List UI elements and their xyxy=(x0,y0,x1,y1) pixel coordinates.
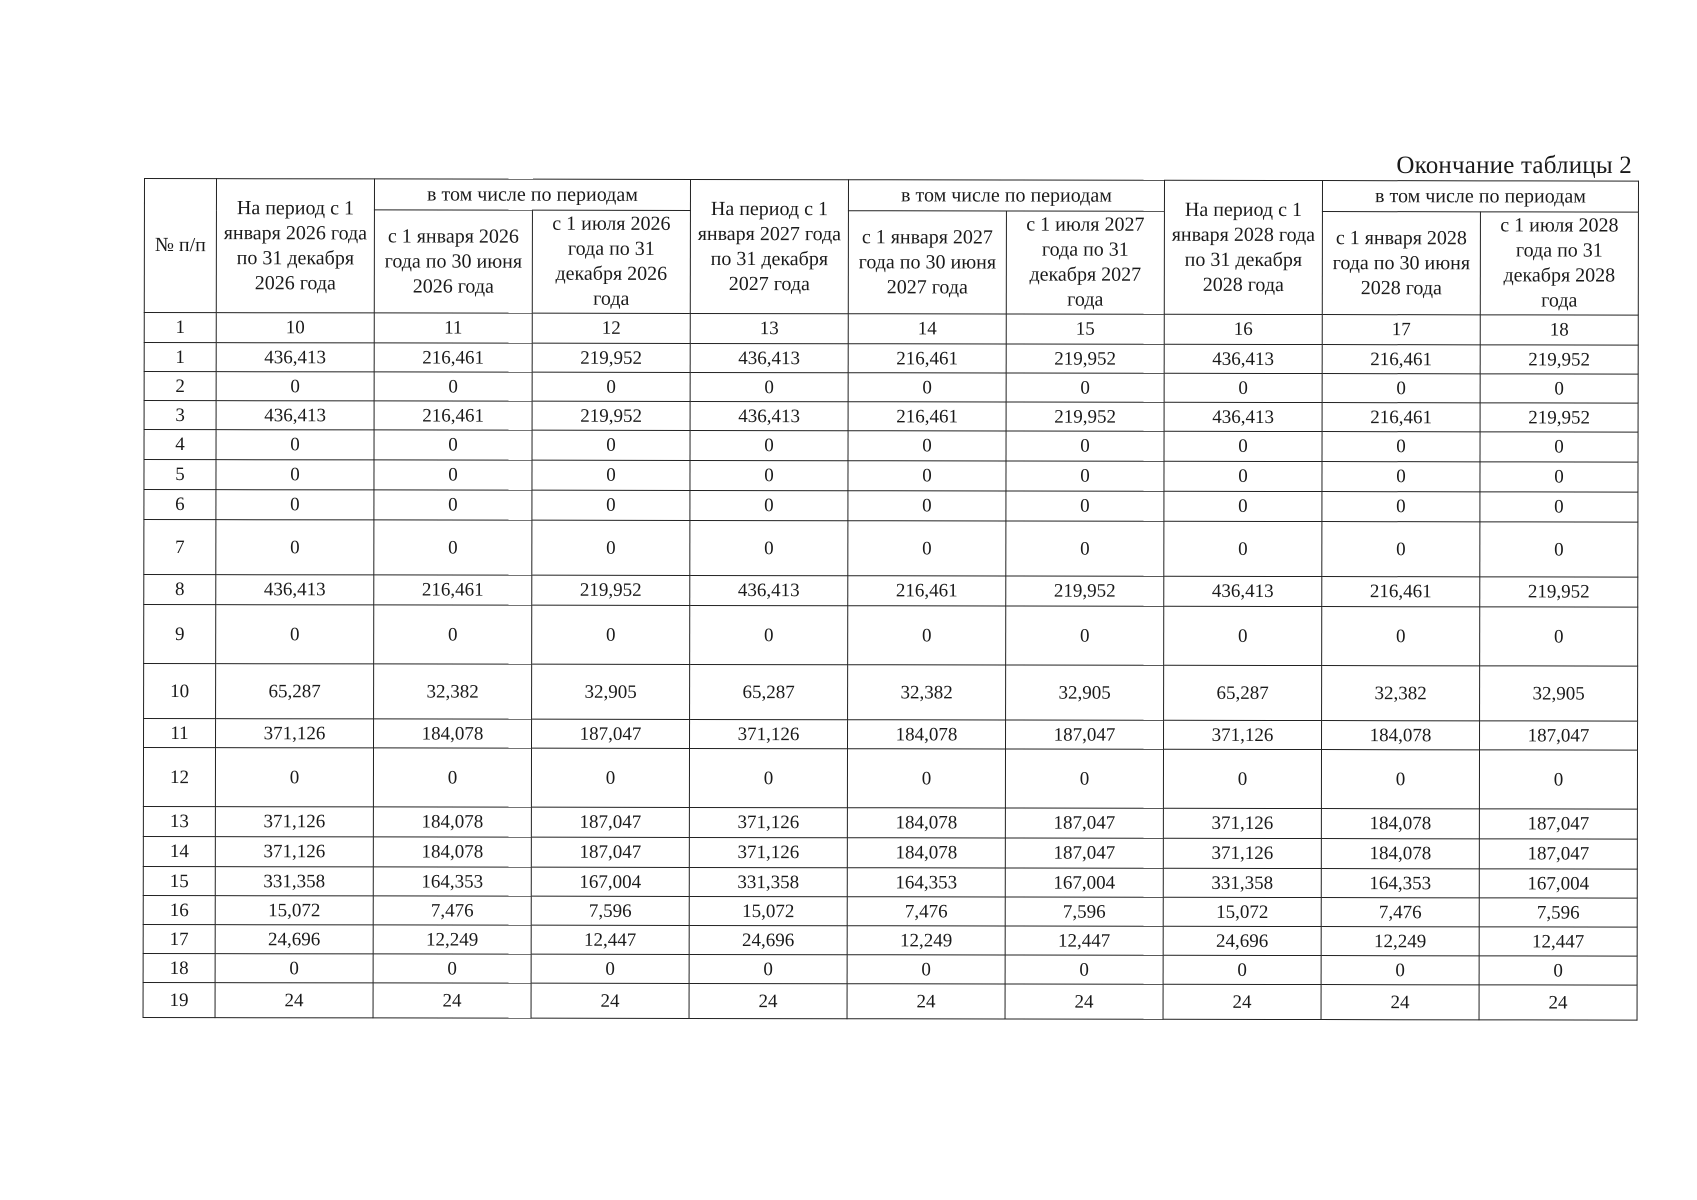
value-cell: 65,287 xyxy=(690,664,848,719)
value-cell: 0 xyxy=(1480,607,1638,666)
column-number: 17 xyxy=(1322,315,1480,345)
value-cell: 371,126 xyxy=(1163,808,1321,838)
value-cell: 0 xyxy=(1321,750,1479,809)
value-cell: 12,447 xyxy=(1005,926,1163,955)
column-number: 11 xyxy=(374,313,532,343)
value-cell: 0 xyxy=(374,605,532,664)
value-cell: 0 xyxy=(689,954,847,983)
first-half-header: с 1 января 2028 года по 30 июня 2028 года xyxy=(1322,212,1480,315)
value-cell: 0 xyxy=(373,748,531,807)
value-cell: 24 xyxy=(531,983,689,1018)
value-cell: 0 xyxy=(216,490,374,520)
period-total-header: На период с 1 января 2026 года по 31 декабря 2026 года xyxy=(216,179,374,313)
value-cell: 0 xyxy=(216,372,374,401)
value-cell: 0 xyxy=(374,460,532,490)
value-cell: 371,126 xyxy=(689,807,847,837)
table-row xyxy=(143,806,1637,839)
value-cell: 15,072 xyxy=(689,896,847,925)
value-cell: 0 xyxy=(532,430,690,460)
value-cell: 164,353 xyxy=(373,867,531,896)
value-cell: 7,476 xyxy=(847,897,1005,926)
value-cell: 0 xyxy=(1006,521,1164,576)
row-number-cell: 9 xyxy=(144,605,216,664)
value-cell: 0 xyxy=(1005,749,1163,808)
value-cell: 0 xyxy=(216,520,374,575)
value-cell: 371,126 xyxy=(689,837,847,867)
row-number-cell: 16 xyxy=(143,895,215,924)
value-cell: 0 xyxy=(847,749,1005,808)
value-cell: 0 xyxy=(1006,461,1164,491)
value-cell: 0 xyxy=(1479,956,1637,985)
value-cell: 371,126 xyxy=(215,807,373,837)
value-cell: 0 xyxy=(848,431,1006,461)
row-number-cell: 6 xyxy=(144,490,216,520)
table-row xyxy=(143,866,1637,898)
value-cell: 0 xyxy=(848,606,1006,665)
value-cell: 0 xyxy=(1005,955,1163,984)
table-row xyxy=(144,372,1638,404)
table-row xyxy=(144,343,1638,375)
column-number-row xyxy=(144,313,1638,346)
value-cell: 184,078 xyxy=(847,808,1005,838)
value-cell: 0 xyxy=(1322,492,1480,522)
value-cell: 164,353 xyxy=(847,868,1005,897)
value-cell: 436,413 xyxy=(1164,344,1322,373)
header-row-top xyxy=(144,179,1638,213)
value-cell: 0 xyxy=(1322,374,1480,403)
value-cell: 436,413 xyxy=(1164,402,1322,431)
value-cell: 12,249 xyxy=(1321,927,1479,956)
row-number-cell: 7 xyxy=(144,520,216,575)
value-cell: 219,952 xyxy=(532,575,690,605)
value-cell: 0 xyxy=(690,605,848,664)
value-cell: 65,287 xyxy=(1164,665,1322,720)
table-row xyxy=(144,719,1638,751)
value-cell: 0 xyxy=(1322,607,1480,666)
table-row xyxy=(143,924,1637,956)
value-cell: 0 xyxy=(1322,522,1480,577)
value-cell: 216,461 xyxy=(848,576,1006,606)
value-cell: 0 xyxy=(848,491,1006,521)
value-cell: 15,072 xyxy=(215,896,373,925)
value-cell: 0 xyxy=(690,490,848,520)
value-cell: 0 xyxy=(532,372,690,401)
value-cell: 15,072 xyxy=(1163,897,1321,926)
row-number-cell: 18 xyxy=(143,953,215,982)
subperiods-header: в том числе по периодам xyxy=(1322,181,1638,213)
table-row xyxy=(143,895,1637,927)
column-number: 16 xyxy=(1164,314,1322,344)
value-cell: 32,382 xyxy=(1322,666,1480,721)
value-cell: 0 xyxy=(532,520,690,575)
value-cell: 0 xyxy=(1480,374,1638,403)
value-cell: 0 xyxy=(848,373,1006,402)
value-cell: 0 xyxy=(1321,956,1479,985)
period-total-header: На период с 1 января 2027 года по 31 декабря 2027 года xyxy=(690,179,848,313)
column-number: 1 xyxy=(144,313,216,343)
value-cell: 331,358 xyxy=(1163,868,1321,897)
value-cell: 164,353 xyxy=(1321,869,1479,898)
value-cell: 436,413 xyxy=(216,401,374,430)
period-total-header: На период с 1 января 2028 года по 31 декабря 2028 года xyxy=(1164,180,1322,314)
value-cell: 0 xyxy=(1006,491,1164,521)
value-cell: 216,461 xyxy=(848,344,1006,373)
row-number-cell: 11 xyxy=(144,719,216,748)
value-cell: 0 xyxy=(689,748,847,807)
value-cell: 0 xyxy=(1479,750,1637,809)
value-cell: 12,447 xyxy=(1479,927,1637,956)
value-cell: 32,905 xyxy=(532,664,690,719)
value-cell: 0 xyxy=(1164,491,1322,521)
value-cell: 24 xyxy=(1005,984,1163,1019)
value-cell: 7,596 xyxy=(531,896,689,925)
second-half-header: с 1 июля 2027 года по 31 декабря 2027 года xyxy=(1006,211,1164,314)
value-cell: 0 xyxy=(848,461,1006,491)
value-cell: 187,047 xyxy=(531,837,689,867)
value-cell: 0 xyxy=(216,460,374,490)
row-number-cell: 8 xyxy=(144,575,216,605)
table-caption: Окончание таблицы 2 xyxy=(1396,152,1632,179)
value-cell: 0 xyxy=(690,460,848,490)
value-cell: 184,078 xyxy=(1322,721,1480,750)
value-cell: 0 xyxy=(1480,492,1638,522)
value-cell: 7,476 xyxy=(1321,898,1479,927)
value-cell: 184,078 xyxy=(373,807,531,837)
table-row xyxy=(144,575,1638,608)
table-row xyxy=(144,460,1638,493)
value-cell: 0 xyxy=(532,605,690,664)
value-cell: 7,596 xyxy=(1005,897,1163,926)
value-cell: 371,126 xyxy=(1164,720,1322,749)
value-cell: 216,461 xyxy=(374,343,532,372)
row-number-cell: 15 xyxy=(143,866,215,895)
value-cell: 24 xyxy=(1163,984,1321,1019)
value-cell: 12,447 xyxy=(531,925,689,954)
value-cell: 436,413 xyxy=(690,343,848,372)
value-cell: 0 xyxy=(1322,462,1480,492)
value-cell: 0 xyxy=(690,372,848,401)
value-cell: 187,047 xyxy=(1479,809,1637,839)
value-cell: 24,696 xyxy=(689,925,847,954)
value-cell: 0 xyxy=(1164,373,1322,402)
value-cell: 24 xyxy=(689,983,847,1018)
table-row xyxy=(144,490,1638,523)
value-cell: 7,596 xyxy=(1479,898,1637,927)
value-cell: 0 xyxy=(373,954,531,983)
value-cell: 167,004 xyxy=(1005,868,1163,897)
value-cell: 0 xyxy=(1480,522,1638,577)
table-row xyxy=(143,982,1637,1020)
column-number: 13 xyxy=(690,313,848,343)
value-cell: 219,952 xyxy=(1006,576,1164,606)
value-cell: 219,952 xyxy=(1006,402,1164,431)
value-cell: 0 xyxy=(847,955,1005,984)
value-cell: 216,461 xyxy=(374,575,532,605)
value-cell: 216,461 xyxy=(374,401,532,430)
value-cell: 0 xyxy=(215,954,373,983)
value-cell: 219,952 xyxy=(1006,344,1164,373)
value-cell: 0 xyxy=(1480,462,1638,492)
value-cell: 216,461 xyxy=(1322,345,1480,374)
value-cell: 0 xyxy=(848,521,1006,576)
value-cell: 187,047 xyxy=(1006,720,1164,749)
num-header: № п/п xyxy=(144,179,216,313)
value-cell: 187,047 xyxy=(531,807,689,837)
value-cell: 0 xyxy=(216,605,374,664)
value-cell: 0 xyxy=(215,748,373,807)
table-row xyxy=(144,401,1638,433)
value-cell: 167,004 xyxy=(531,867,689,896)
value-cell: 436,413 xyxy=(690,401,848,430)
value-cell: 24 xyxy=(373,983,531,1018)
value-cell: 187,047 xyxy=(532,719,690,748)
value-cell: 24 xyxy=(215,983,373,1018)
value-cell: 216,461 xyxy=(1322,403,1480,432)
value-cell: 187,047 xyxy=(1005,838,1163,868)
value-cell: 32,382 xyxy=(374,664,532,719)
value-cell: 0 xyxy=(216,430,374,460)
column-number: 18 xyxy=(1480,315,1638,345)
value-cell: 24 xyxy=(847,984,1005,1019)
column-number: 15 xyxy=(1006,314,1164,344)
row-number-cell: 17 xyxy=(143,924,215,953)
value-cell: 0 xyxy=(374,490,532,520)
value-cell: 0 xyxy=(1164,431,1322,461)
value-cell: 12,249 xyxy=(373,925,531,954)
value-cell: 216,461 xyxy=(1322,577,1480,607)
subperiods-header: в том числе по периодам xyxy=(848,180,1164,212)
value-cell: 219,952 xyxy=(532,343,690,372)
row-number-cell: 4 xyxy=(144,430,216,460)
value-cell: 32,382 xyxy=(848,665,1006,720)
value-cell: 0 xyxy=(1006,606,1164,665)
value-cell: 436,413 xyxy=(690,575,848,605)
value-cell: 24 xyxy=(1479,985,1637,1020)
value-cell: 436,413 xyxy=(216,575,374,605)
value-cell: 0 xyxy=(374,430,532,460)
row-number-cell: 14 xyxy=(143,836,215,866)
value-cell: 436,413 xyxy=(1164,576,1322,606)
value-cell: 24 xyxy=(1321,985,1479,1020)
value-cell: 184,078 xyxy=(1321,809,1479,839)
value-cell: 24,696 xyxy=(1163,926,1321,955)
value-cell: 371,126 xyxy=(215,837,373,867)
table-row xyxy=(144,664,1638,722)
value-cell: 184,078 xyxy=(848,720,1006,749)
value-cell: 0 xyxy=(532,490,690,520)
value-cell: 184,078 xyxy=(373,837,531,867)
second-half-header: с 1 июля 2028 года по 31 декабря 2028 года xyxy=(1480,212,1638,315)
row-number-cell: 1 xyxy=(144,343,216,372)
value-cell: 7,476 xyxy=(373,896,531,925)
second-half-header: с 1 июля 2026 года по 31 декабря 2026 года xyxy=(532,210,690,313)
value-cell: 331,358 xyxy=(689,867,847,896)
value-cell: 0 xyxy=(374,372,532,401)
value-cell: 65,287 xyxy=(216,664,374,719)
value-cell: 0 xyxy=(374,520,532,575)
value-cell: 0 xyxy=(1322,432,1480,462)
table-row xyxy=(144,605,1638,667)
first-half-header: с 1 января 2026 года по 30 июня 2026 года xyxy=(374,210,532,313)
value-cell: 219,952 xyxy=(1480,403,1638,432)
value-cell: 184,078 xyxy=(1321,839,1479,869)
row-number-cell: 12 xyxy=(143,748,215,807)
value-cell: 371,126 xyxy=(690,719,848,748)
value-cell: 184,078 xyxy=(374,719,532,748)
value-cell: 219,952 xyxy=(532,401,690,430)
value-cell: 0 xyxy=(1163,749,1321,808)
value-cell: 0 xyxy=(1006,431,1164,461)
row-number-cell: 13 xyxy=(143,806,215,836)
row-number-cell: 10 xyxy=(144,664,216,719)
value-cell: 0 xyxy=(531,748,689,807)
value-cell: 0 xyxy=(531,954,689,983)
value-cell: 0 xyxy=(1164,461,1322,491)
data-table xyxy=(143,178,1639,1021)
value-cell: 0 xyxy=(532,460,690,490)
value-cell: 0 xyxy=(1164,521,1322,576)
table-row xyxy=(144,520,1638,578)
column-number: 10 xyxy=(216,313,374,343)
value-cell: 184,078 xyxy=(847,838,1005,868)
value-cell: 187,047 xyxy=(1480,721,1638,750)
table-row xyxy=(143,836,1637,869)
value-cell: 216,461 xyxy=(848,402,1006,431)
value-cell: 0 xyxy=(690,430,848,460)
column-number: 14 xyxy=(848,314,1006,344)
row-number-cell: 5 xyxy=(144,460,216,490)
value-cell: 436,413 xyxy=(216,343,374,372)
value-cell: 32,905 xyxy=(1480,666,1638,721)
value-cell: 187,047 xyxy=(1005,808,1163,838)
value-cell: 0 xyxy=(1163,955,1321,984)
value-cell: 167,004 xyxy=(1479,869,1637,898)
value-cell: 24,696 xyxy=(215,925,373,954)
value-cell: 0 xyxy=(690,520,848,575)
value-cell: 12,249 xyxy=(847,926,1005,955)
row-number-cell: 3 xyxy=(144,401,216,430)
table-row xyxy=(143,953,1637,985)
value-cell: 371,126 xyxy=(216,719,374,748)
table-row xyxy=(143,748,1637,810)
value-cell: 371,126 xyxy=(1163,838,1321,868)
subperiods-header: в том числе по периодам xyxy=(374,179,690,211)
row-number-cell: 2 xyxy=(144,372,216,401)
value-cell: 32,905 xyxy=(1006,665,1164,720)
value-cell: 219,952 xyxy=(1480,345,1638,374)
value-cell: 187,047 xyxy=(1479,839,1637,869)
row-number-cell: 19 xyxy=(143,982,215,1017)
value-cell: 219,952 xyxy=(1480,577,1638,607)
first-half-header: с 1 января 2027 года по 30 июня 2027 года xyxy=(848,211,1006,314)
value-cell: 0 xyxy=(1480,432,1638,462)
table-row xyxy=(144,430,1638,463)
column-number: 12 xyxy=(532,313,690,343)
value-cell: 331,358 xyxy=(215,867,373,896)
value-cell: 0 xyxy=(1006,373,1164,402)
value-cell: 0 xyxy=(1164,606,1322,665)
